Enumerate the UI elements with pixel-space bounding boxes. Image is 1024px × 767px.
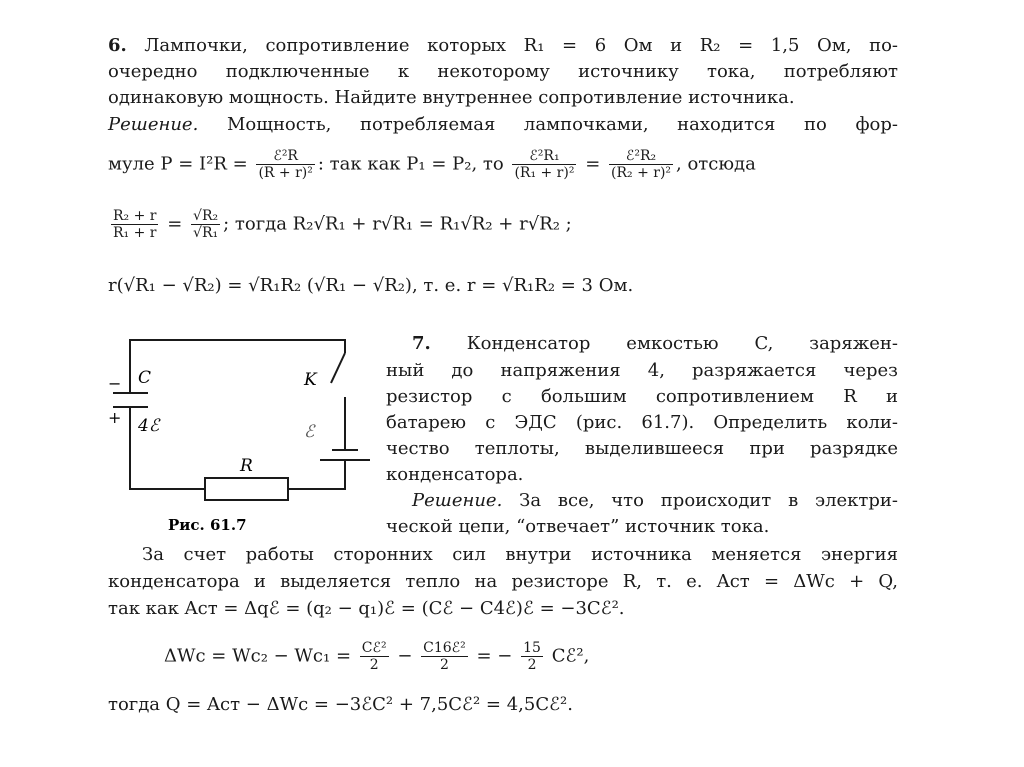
p7-line-2: ный до напряжения 4, разряжается через: [386, 360, 898, 381]
label-minus: −: [108, 374, 122, 393]
resistor-r: [205, 478, 288, 500]
label-e: ℰ: [304, 422, 315, 442]
circuit-diagram: [108, 335, 378, 540]
p6-line-5: муле P = I²R = $\frac{\text{ℰ²R}}{\text{(R + r)²}}$ : так как P₁ = P₂, то $\frac{\text{ℰ²R₁}}{\text{(R₁ + r)²}}$ = $\frac{\text{ℰ²R₂}}{\text{(R₂ + r)²}}$ , отсюда: [108, 148, 756, 181]
p7-line-1: 7. Конденсатор емкостью C, заряжен-: [412, 333, 898, 354]
label-c: C: [138, 368, 152, 388]
p6-line-6: $\frac{\text{R₂ + r}}{\text{R₁ + r}}$ = $\frac{\text{√R₂}}{\text{√R₁}}$ ; тогда R₂√R₁ + r√R₁ = R₁√R₂ + r√R₂ ;: [113, 208, 572, 241]
fraction: $\frac{\text{R₂ + r}}{\text{R₁ + r}}$: [113, 208, 157, 241]
p7-line-6: конденсатора.: [386, 464, 524, 485]
label-r: R: [240, 456, 253, 476]
fraction: $\frac{\text{ℰ²R₂}}{\text{(R₂ + r)²}}$: [611, 148, 672, 181]
p7-line-9: За счет работы сторонних сил внутри источника меняется энергия: [142, 544, 898, 565]
p7-line-7: Решение. За все, что происходит в электри-: [412, 490, 898, 511]
p7-line-4: батарею с ЭДС (рис. 61.7). Определить коли-: [386, 412, 898, 433]
fraction: $\frac{\text{Cℰ²}}{2}$: [361, 640, 387, 673]
wire-top: [130, 340, 345, 363]
label-4e: 4ℰ: [138, 416, 160, 436]
wire-right-lower: [288, 460, 345, 489]
p6-line-1: 6. Лампочки, сопротивление которых R₁ = 6 Ом и R₂ = 1,5 Ом, по-: [108, 35, 898, 56]
p7-line-13: тогда Q = Aст − ΔWc = −3ℰC² + 7,5Cℰ² = 4,5Cℰ².: [108, 694, 573, 715]
p7-line-11: так как Aст = Δqℰ = (q₂ − q₁)ℰ = (Cℰ − C4ℰ)ℰ = −3Cℰ².: [108, 598, 625, 619]
fraction: $\frac{\text{ℰ²R₁}}{\text{(R₁ + r)²}}$: [514, 148, 575, 181]
switch-k: [331, 353, 345, 383]
figure-caption: Рис. 61.7: [168, 516, 247, 534]
p6-line-4: Решение. Мощность, потребляемая лампочками, находится по фор-: [108, 114, 898, 135]
fraction: $\frac{\text{√R₂}}{\text{√R₁}}$: [193, 208, 219, 241]
p7-line-3: резистор с большим сопротивлением R и: [386, 386, 898, 407]
fraction: $\frac{15}{2}$: [523, 640, 541, 673]
label-plus: +: [108, 408, 122, 427]
p6-line-2: очередно подключенные к некоторому источнику тока, потребляют: [108, 61, 898, 82]
fraction: $\frac{\text{ℰ²R}}{\text{(R + r)²}}$: [258, 148, 313, 181]
p7-line-5: чество теплоты, выделившееся при разрядке: [386, 438, 898, 459]
p6-line-3: одинаковую мощность. Найдите внутреннее сопротивление источника.: [108, 87, 795, 108]
p7-line-10: конденсатора и выделяется тепло на резисторе R, т. е. Aст = ΔWc + Q,: [108, 571, 898, 592]
p7-line-8: ческой цепи, “отвечает” источник тока.: [386, 516, 770, 537]
fraction: $\frac{\text{C16ℰ²}}{2}$: [423, 640, 466, 673]
p6-line-7: r(√R₁ − √R₂) = √R₁R₂ (√R₁ − √R₂), т. е. r = √R₁R₂ = 3 Ом.: [108, 275, 634, 296]
label-k: K: [304, 370, 317, 390]
p7-line-12: ΔWc = Wc₂ − Wc₁ = $\frac{\text{Cℰ²}}{2}$ − $\frac{\text{C16ℰ²}}{2}$ = − $\frac{15}{2}$ Cℰ²,: [164, 640, 590, 673]
